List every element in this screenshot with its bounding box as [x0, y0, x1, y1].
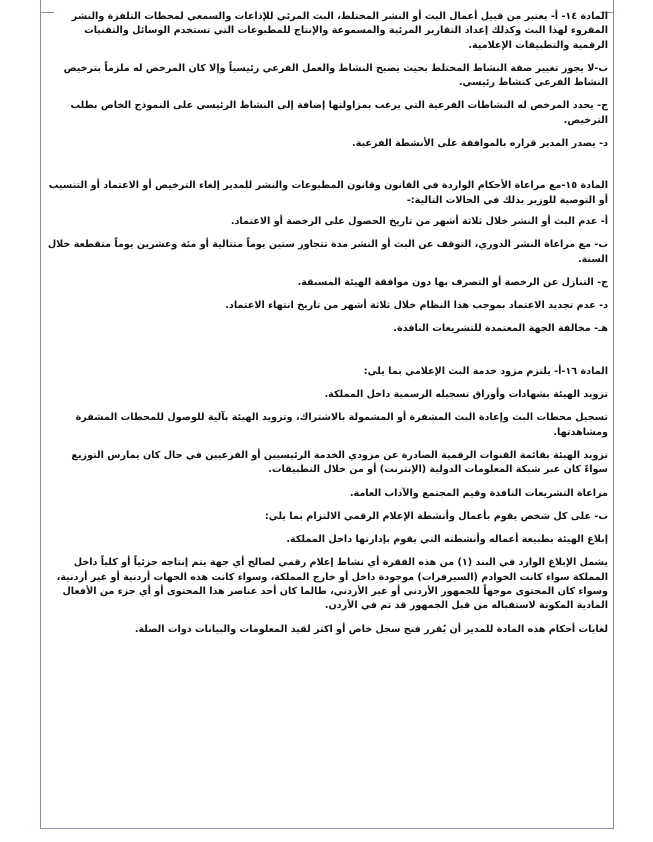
article-15-item-b: ب- مع مراعاة النشر الدوري، التوقف عن البث أو النشر مدة تتجاوز ستين يوماً متتالية أو مئة وعشرين يوماً متقطعة خلال السنة.	[47, 239, 608, 265]
article-15-item-d: د- عدم تجديد الاعتماد بموجب هذا النظام خلال ثلاثة أشهر من تاريخ انتهاء الاعتماد.	[225, 300, 608, 312]
article-15-item-e: هـ- مخالفة الجهة المعتمدة للتشريعات النافذة.	[393, 323, 608, 335]
article-15-item-a: أ- عدم البث أو النشر خلال ثلاثة أشهر من تاريخ الحصول على الرخصة أو الاعتماد.	[230, 215, 608, 227]
article-16-b-item-1: إبلاغ الهيئة بطبيعة أعماله وأنشطته التي يقوم بإدارتها داخل المملكة.	[286, 534, 608, 546]
article-16-scope-paragraph: يشمل الإبلاغ الوارد في البند (١) من هذه الفقرة أي نشاط إعلام رقمي لصالح أي جهة يتم إنتاجه جزئياً أو كلياً داخل المملكة سواء كانت الخوادم (السيرفرات) موجودة داخل أو خارج المملكة، وسواء كانت هذه الجهات أردنية أو غير أردنية، وسواء كان المحتوى موجهاً للجمهور الأردني أو غير الأردني، طالما كان أحد عناصر هذا المحتوى أو أي جزء من الأفعال المادية المكونة لاستقباله من قبل الجمهور قد تم في الأردن.	[56, 557, 608, 612]
article-16-item-3: تزويد الهيئة بقائمة القنوات الرقمية الصادرة عن مزودي الخدمة الرئيسيين أو الفرعيين في حال كان يمارس التوزيع سواءً كان عبر شبكة المعلومات الدولية (الإنترنت) أو من خلال التطبيقات.	[71, 449, 608, 476]
article-15-item-c: ج- التنازل عن الرخصة أو التصرف بها دون موافقة الهيئة المسبقة.	[297, 276, 608, 288]
article-16-intro: المادة ١٦-أ- يلتزم مزود خدمة البث الإعلامي بما يلي:	[363, 365, 608, 377]
article-16-closing-paragraph: لغايات أحكام هذه المادة للمدير أن يُقرر فتح سجل خاص أو اكثر لقيد المعلومات والبيانات ذوات الصلة.	[134, 623, 608, 635]
article-15-intro: المادة ١٥-مع مراعاة الأحكام الواردة في القانون وقانون المطبوعات والنشر للمدير إلغاء الترخيص أو الاعتماد أو التنسيب أو التوصية للوزير بذلك في الحالات التالية:-	[48, 180, 608, 206]
article-16-item-1: تزويد الهيئة بشهادات وأوراق تسجيله الرسمية داخل المملكة.	[324, 389, 608, 401]
document-page	[46, 10, 608, 637]
left-margin-line	[40, 0, 41, 828]
article-14-paragraph-c: ج- يحدد المرخص له النشاطات الفرعية التي يرغب بمزاولتها إضافة إلى النشاط الرئيسي على النموذج الخاص بطلب الترخيص.	[70, 100, 608, 126]
article-14-paragraph-a: المادة ١٤- أ- يعتبر من قبيل أعمال البث أو النشر المختلط، البث المرئي للإذاعات والسمعي لمحطات التلفزة والنشر المقروء لهذا البث وكذلك إعداد التقارير المرئية والمسموعة والإنتاج للمطبوعات التي تستخدم الوسائل والتقنيات الرقمية والتطبيقات الإعلامية.	[71, 11, 608, 51]
article-16-paragraph-b: ب- على كل شخص يقوم بأعمال وأنشطة الإعلام الرقمي الالتزام بما يلي:	[264, 510, 608, 522]
article-16-item-2: تسجيل محطات البث وإعادة البث المشفرة أو المشمولة بالاشتراك، وتزويد الهيئة بآلية للوصول للمحطات المشفرة ومشاهدتها.	[75, 412, 608, 438]
bottom-margin-line	[40, 828, 614, 829]
article-14-paragraph-b: ب-لا يجوز تغيير صفة النشاط المختلط بحيث يصبح النشاط والعمل الفرعي رئيسياً وإلا كان المرخص له ملزماً بترخيص النشاط الفرعي كنشاط رئيسي.	[63, 62, 608, 89]
right-margin-line	[613, 0, 614, 828]
article-16-item-4: مراعاة التشريعات النافذة وقيم المجتمع والآداب العامة.	[349, 487, 608, 499]
article-14-paragraph-d: د- يصدر المدير قراره بالموافقة على الأنشطة الفرعية.	[352, 138, 608, 150]
